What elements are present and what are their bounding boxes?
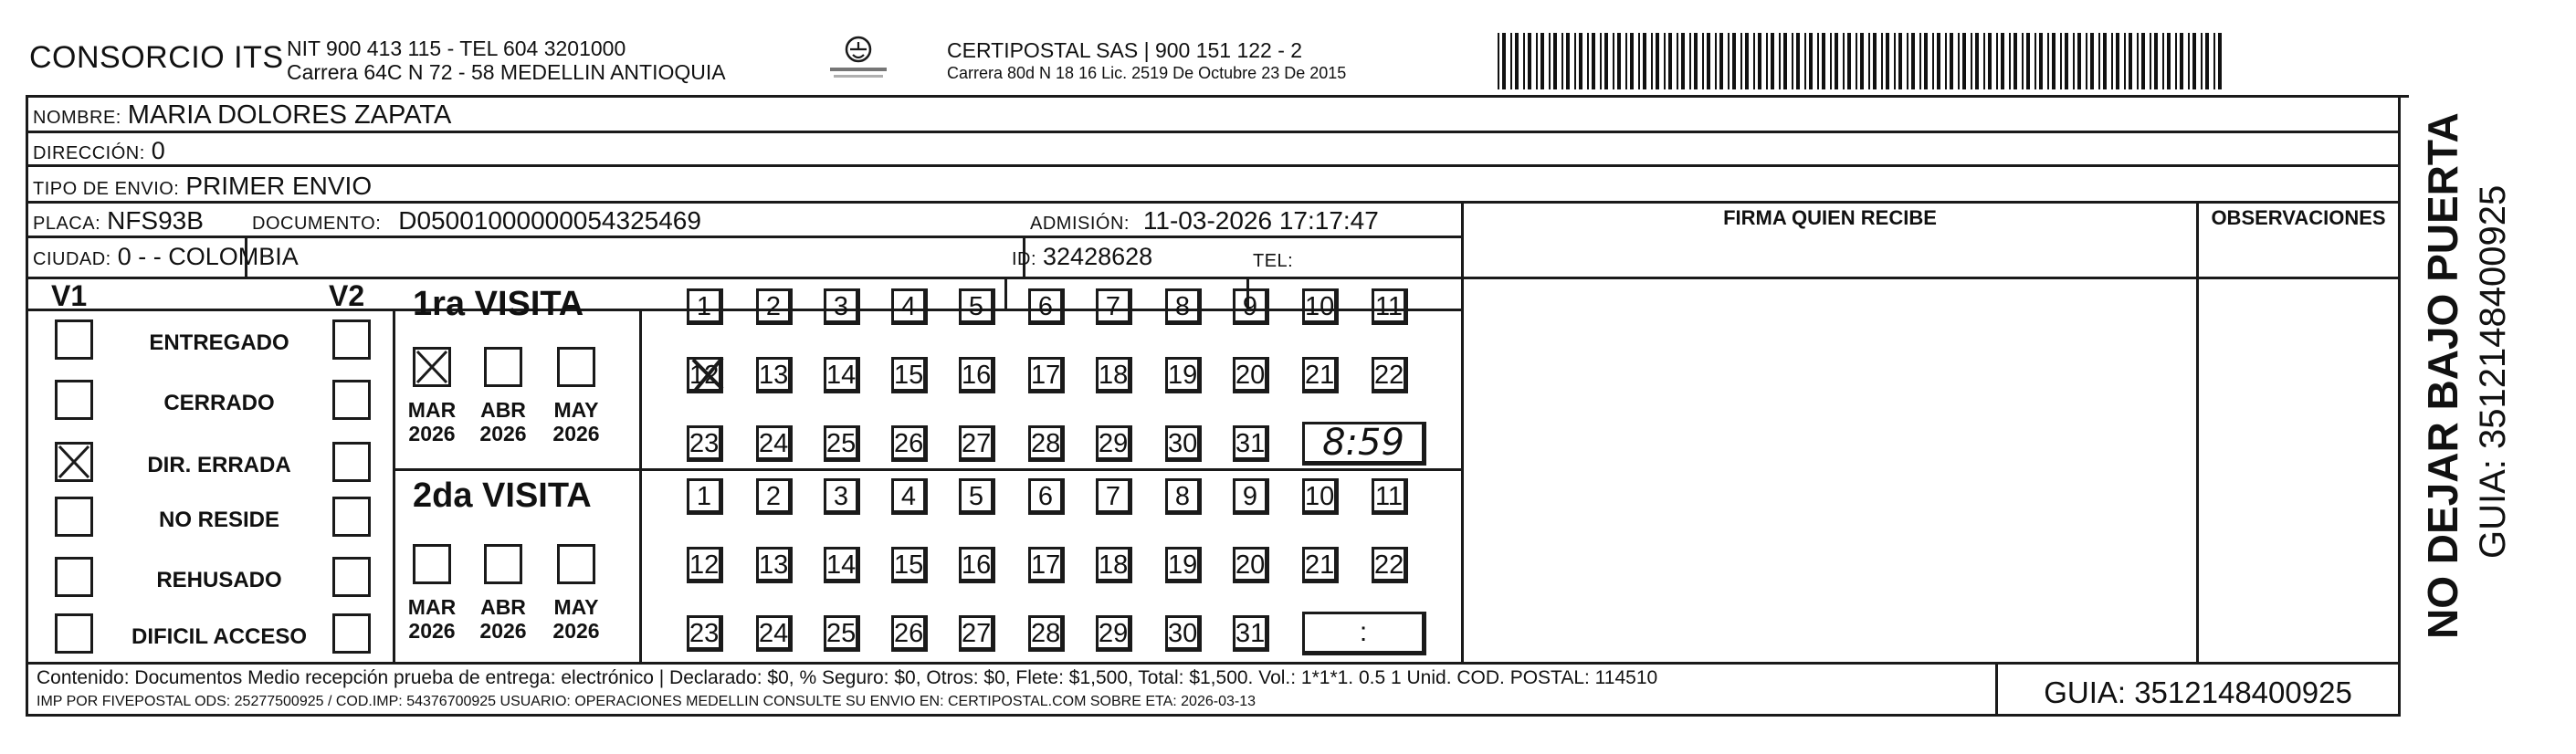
status-label: NO RESIDE — [158, 508, 280, 532]
visit1-day-box[interactable]: 28 — [1028, 425, 1065, 462]
id-label: ID: — [1012, 249, 1037, 269]
visit1-month-checkbox[interactable] — [484, 347, 522, 387]
nombre-value: MARIA DOLORES ZAPATA — [127, 100, 452, 130]
documento-row — [252, 206, 701, 236]
v2-label: V2 — [329, 279, 365, 312]
visit2-day-box[interactable]: 9 — [1233, 478, 1269, 515]
visit1-day-box[interactable]: 5 — [959, 288, 995, 325]
visit1-day-box[interactable]: 29 — [1096, 425, 1132, 462]
visit2-day-box[interactable]: 19 — [1165, 547, 1202, 583]
documento-value: D05001000000054325469 — [398, 206, 701, 235]
side-warning: NO DEJAR BAJO PUERTA — [2419, 112, 2466, 639]
visit2-day-box[interactable]: 22 — [1372, 547, 1408, 583]
visit2-day-box[interactable]: 23 — [687, 615, 723, 652]
visit2-day-box[interactable]: 4 — [891, 478, 928, 515]
visit2-day-box[interactable]: 11 — [1372, 478, 1408, 515]
status-label: DIR. ERRADA — [147, 453, 291, 477]
visit1-day-box[interactable]: 3 — [824, 288, 860, 325]
visit1-day-box[interactable]: 16 — [959, 357, 995, 393]
visit2-day-box[interactable]: 26 — [891, 615, 928, 652]
status-v2-checkbox[interactable] — [332, 613, 371, 654]
ciudad-label: CIUDAD: — [33, 249, 111, 269]
visit1-day-box[interactable]: 15 — [891, 357, 928, 393]
visit2-month-label: MAY 2026 — [552, 595, 600, 643]
visit2-title: 2da VISITA — [413, 476, 592, 515]
placa-row — [33, 206, 204, 236]
direccion-label: DIRECCIÓN: — [33, 143, 145, 163]
visit2-day-box[interactable]: 13 — [756, 547, 793, 583]
tipo-envio-label: TIPO DE ENVIO: — [33, 179, 180, 199]
visit2-day-box[interactable]: 7 — [1096, 478, 1132, 515]
visit2-day-box[interactable]: 12 — [687, 547, 723, 583]
firma-header: FIRMA QUIEN RECIBE — [1723, 206, 1937, 229]
visit1-month-checkbox[interactable] — [413, 347, 451, 387]
visit1-day-box[interactable]: 14 — [824, 357, 860, 393]
status-v2-checkbox[interactable] — [332, 319, 371, 360]
footer-guia: GUIA: 3512148400925 — [2044, 675, 2352, 709]
visit2-day-box[interactable]: 8 — [1165, 478, 1202, 515]
visit1-day-box[interactable]: 20 — [1233, 357, 1269, 393]
visit2-time-box[interactable]: : — [1302, 612, 1426, 655]
visit2-day-box[interactable]: 27 — [959, 615, 995, 652]
direccion-row — [33, 137, 165, 165]
day-check-mark — [688, 354, 728, 402]
visit2-day-box[interactable]: 25 — [824, 615, 860, 652]
visit1-day-box[interactable]: 25 — [824, 425, 860, 462]
visit2-day-box[interactable]: 18 — [1096, 547, 1132, 583]
visit2-day-box[interactable]: 1 — [687, 478, 723, 515]
visit1-month-label: MAR 2026 — [407, 398, 457, 445]
certipostal-logo-icon — [826, 33, 890, 86]
visit2-day-box[interactable]: 24 — [756, 615, 793, 652]
visit2-day-box[interactable]: 10 — [1302, 478, 1339, 515]
visit1-month-checkbox[interactable] — [557, 347, 595, 387]
visit1-day-box[interactable]: 21 — [1302, 357, 1339, 393]
visit1-day-box[interactable]: 27 — [959, 425, 995, 462]
visit1-day-box[interactable]: 10 — [1302, 288, 1339, 325]
visit1-day-box[interactable]: 31 — [1233, 425, 1269, 462]
visit1-day-box[interactable]: 12 — [687, 357, 723, 393]
visit1-day-box[interactable]: 11 — [1372, 288, 1408, 325]
visit2-month-checkbox[interactable] — [413, 544, 451, 584]
status-label: ENTREGADO — [149, 330, 289, 355]
visit1-day-box[interactable]: 7 — [1096, 288, 1132, 325]
tipo-envio-value: PRIMER ENVIO — [185, 172, 373, 200]
carrier-address: Carrera 80d N 18 16 Lic. 2519 De Octubre 23 De 2015 — [947, 64, 1347, 82]
carrier-info: CERTIPOSTAL SAS | 900 151 122 - 2 — [947, 38, 1303, 62]
tipo-envio-row — [33, 172, 372, 201]
visit2-day-box[interactable]: 15 — [891, 547, 928, 583]
ciudad-row — [33, 243, 299, 271]
tel-row — [1253, 246, 1293, 273]
side-guia: GUIA: 3512148400925 — [2473, 184, 2513, 559]
visit2-day-box[interactable]: 31 — [1233, 615, 1269, 652]
visit1-day-box[interactable]: 24 — [756, 425, 793, 462]
visit2-day-box[interactable]: 16 — [959, 547, 995, 583]
visit2-day-box[interactable]: 28 — [1028, 615, 1065, 652]
visit2-month-label: ABR 2026 — [479, 595, 527, 643]
barcode — [1498, 33, 2224, 89]
status-v2-checkbox[interactable] — [332, 380, 371, 420]
visit2-day-box[interactable]: 20 — [1233, 547, 1269, 583]
placa-label: PLACA: — [33, 214, 101, 234]
visit1-day-box[interactable]: 30 — [1165, 425, 1202, 462]
visit1-day-box[interactable]: 26 — [891, 425, 928, 462]
visit1-time-box[interactable]: 8:59 — [1302, 422, 1426, 466]
visit2-day-box[interactable]: 3 — [824, 478, 860, 515]
certipostal-logo — [826, 33, 890, 86]
visit1-month-label: ABR 2026 — [479, 398, 527, 445]
footer-imp: IMP POR FIVEPOSTAL ODS: 25277500925 / COD.IMP: 54376700925 USUARIO: OPERACIONES MEDELLIN CONSULTE SU ENVIO EN: CERTIPOSTAL.COM SOBRE ETA: 2026-03-13 — [37, 694, 1256, 709]
visit1-month-label: MAY 2026 — [552, 398, 600, 445]
visit1-day-box[interactable]: 23 — [687, 425, 723, 462]
ciudad-value: 0 - - COLOMBIA — [117, 243, 299, 270]
nombre-row — [33, 100, 451, 131]
status-v2-checkbox[interactable] — [332, 442, 371, 482]
visit1-day-box[interactable]: 6 — [1028, 288, 1065, 325]
documento-label: DOCUMENTO: — [252, 214, 382, 234]
visit1-day-box[interactable]: 9 — [1233, 288, 1269, 325]
direccion-value: 0 — [151, 137, 165, 164]
company-name: CONSORCIO ITS — [29, 40, 284, 75]
visit2-day-box[interactable]: 2 — [756, 478, 793, 515]
visit1-day-box[interactable]: 4 — [891, 288, 928, 325]
status-label: REHUSADO — [156, 568, 282, 592]
visit2-day-box[interactable]: 6 — [1028, 478, 1065, 515]
admision-label: ADMISIÓN: — [1030, 214, 1130, 234]
v1-label: V1 — [51, 279, 88, 312]
tel-label: TEL: — [1253, 251, 1294, 271]
visit1-day-box[interactable]: 19 — [1165, 357, 1202, 393]
visit2-day-box[interactable]: 5 — [959, 478, 995, 515]
status-v2-checkbox[interactable] — [332, 557, 371, 597]
visit2-month-checkbox[interactable] — [484, 544, 522, 584]
company-address: Carrera 64C N 72 - 58 MEDELLIN ANTIOQUIA — [287, 60, 726, 84]
footer-content: Contenido: Documentos Medio recepción prueba de entrega: electrónico | Declarado: $0, % Seguro: $0, Otros: $0, Flete: $1,500, Total: $1,500. Vol.: 1*1*1. 0.5 1 Unid. COD. POSTAL: 114510 — [37, 667, 1658, 688]
status-v2-checkbox[interactable] — [332, 497, 371, 537]
visit1-day-box[interactable]: 17 — [1028, 357, 1065, 393]
visit1-day-box[interactable]: 8 — [1165, 288, 1202, 325]
nombre-label: NOMBRE: — [33, 108, 121, 128]
admision-value: 11-03-2026 17:17:47 — [1142, 206, 1379, 235]
visit1-day-box[interactable]: 18 — [1096, 357, 1132, 393]
visit1-day-box[interactable]: 1 — [687, 288, 723, 325]
visit1-day-box[interactable]: 22 — [1372, 357, 1408, 393]
admision-row — [1030, 206, 1379, 236]
visit2-day-box[interactable]: 17 — [1028, 547, 1065, 583]
placa-value: NFS93B — [107, 206, 204, 235]
status-label: CERRADO — [163, 391, 275, 415]
observaciones-header: OBSERVACIONES — [2211, 206, 2386, 229]
visit2-day-box[interactable]: 21 — [1302, 547, 1339, 583]
id-row — [1012, 243, 1152, 271]
barcode-image — [1498, 33, 2224, 89]
visit2-month-label: MAR 2026 — [407, 595, 457, 643]
company-nit: NIT 900 413 115 - TEL 604 3201000 — [287, 37, 626, 60]
visit1-day-box[interactable]: 13 — [756, 357, 793, 393]
visit2-day-box[interactable]: 29 — [1096, 615, 1132, 652]
id-value: 32428628 — [1043, 243, 1153, 270]
status-label: DIFICIL ACCESO — [131, 624, 307, 649]
visit1-day-box[interactable]: 2 — [756, 288, 793, 325]
visit2-day-box[interactable]: 30 — [1165, 615, 1202, 652]
visit2-month-checkbox[interactable] — [557, 544, 595, 584]
visit1-title: 1ra VISITA — [413, 285, 584, 323]
visit2-day-box[interactable]: 14 — [824, 547, 860, 583]
